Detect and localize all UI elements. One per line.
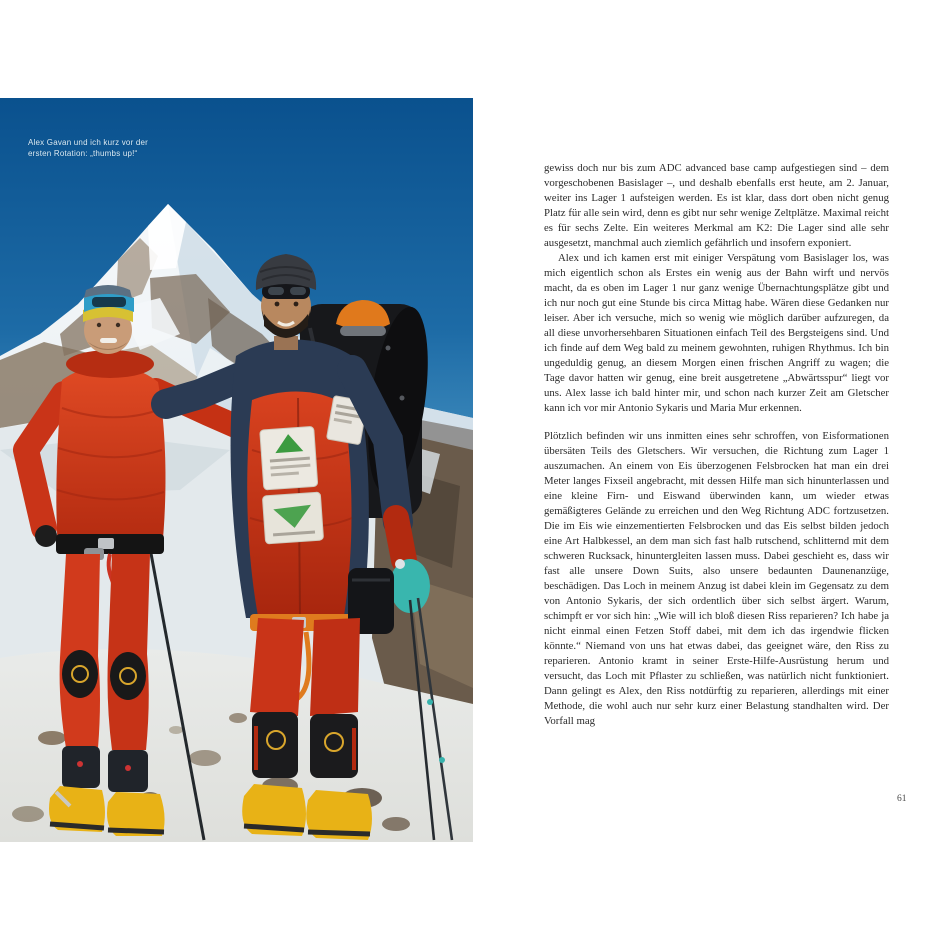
body-text [544,161,889,729]
caption-line-2: ersten Rotation: „thumbs up!“ [28,149,138,158]
photo-caption [28,137,198,159]
mountain-photo [0,98,473,842]
paragraph: Alex und ich kamen erst mit einiger Verspätung vom Basislager los, was mich eigentlich schon als Erstes ein wenig aus der Bahn wirft und nervös macht, da es oben im Lager 1 nur ganz wenige Übernachtungsplätze gibt und ich nur noch gut eine Stunde bis circa Mittag habe. Wären diese Gedanken nur leiser. Aber ich versuche, mich so wenig wie möglich darüber aufzuregen, da all diese unvorhersehbaren Situationen einfach Teil des Bergsteigens sind. Und ich finde auf dem Weg bald zu meinem gewohnten, ruhigen Rhythmus. Ich bin ungeduldig genug, an diesem Morgen einen frischen Angriff zu wagen; die Tage davor hatten wir genug, eine breit ausgetretene „Abwärtsspur“ liegt vor uns. Alex lasse ich bald hinter mir, und schon nach kurzer Zeit am Gletscher kann ich vor mir Antonio Sykaris und Maria Mur erkennen. [544,252,889,414]
caption-line-1: Alex Gavan und ich kurz vor der [28,138,149,147]
paragraph: Plötzlich befinden wir uns inmitten eines sehr schroffen, von Eisformationen übersäten Teils des Gletschers. Wir versuchen, die Richtung zum Lager 1 auszumachen. An einem von Eis überzogenen Felsbrocken hat man ein drei Meter langes Fixseil angebracht, mit dessen Hilfe man sich hinunterlassen und eine kleine Firn- und Eiswand überwinden kann, um wieder etwas gemäßigteres Gelände zu erreichen und den Weg Richtung ADC fortzusetzen. Die im Eis wie einzementierten Felsbrocken und das Eis selbst bilden jedoch eine Art Halbkessel, an dem man sich fast halb rutschend, schlitternd mit dem schweren Rucksack, hinuntergleiten lassen muss. Dabei geschieht es, dass wir fast alle unsere Down Suits, also unsere bedaunten Daunenanzüge, beschädigen. Das Loch in meinem Anzug ist dabei klein im Gegensatz zu dem von Antonio Sykaris, der sich ordentlich über sich selbst ärgert. Warum, schimpft er vor sich hin: „Wie will ich bloß diesen Riss reparieren? Ich habe ja nicht einmal einen Fetzen Stoff dabei, mit dem ich das irgendwie flicken könnte.“ Niemand von uns hat etwas dabei, das geeignet wäre, den Riss zu reparieren. Antonio kramt in seiner Erste-Hilfe-Ausrüstung herum und versucht, das Loch mit Pflaster zu schließen, was natürlich nicht funktioniert. Dann gelingt es Alex, den Riss notdürftig zu reparieren, allerdings mit einer Methode, die wohl auch nur sehr kurz einer Belastung standhalten wird. Der Vorfall mag [544,430,889,727]
page-number: 61 [897,794,907,804]
photo-illustration [0,98,473,842]
paragraph: gewiss doch nur bis zum ADC advanced base camp aufgestiegen sind – dem vorgeschobenen Basislager –, und deshalb ebenfalls erst heute, am 2. Januar, weiter ins Lager 1 aufsteigen werden. Es ist klar, dass dort oben nicht genug Platz für alle sein wird, denn es gibt nur sehr wenige Zeltplätze. Maximal reicht es für sechs Zelte. Ein weiteres Merkmal am K2: Die Lager sind alle sehr ausgesetzt, manchmal auch ziemlich gefährlich und insofern exponiert. [544,162,889,249]
